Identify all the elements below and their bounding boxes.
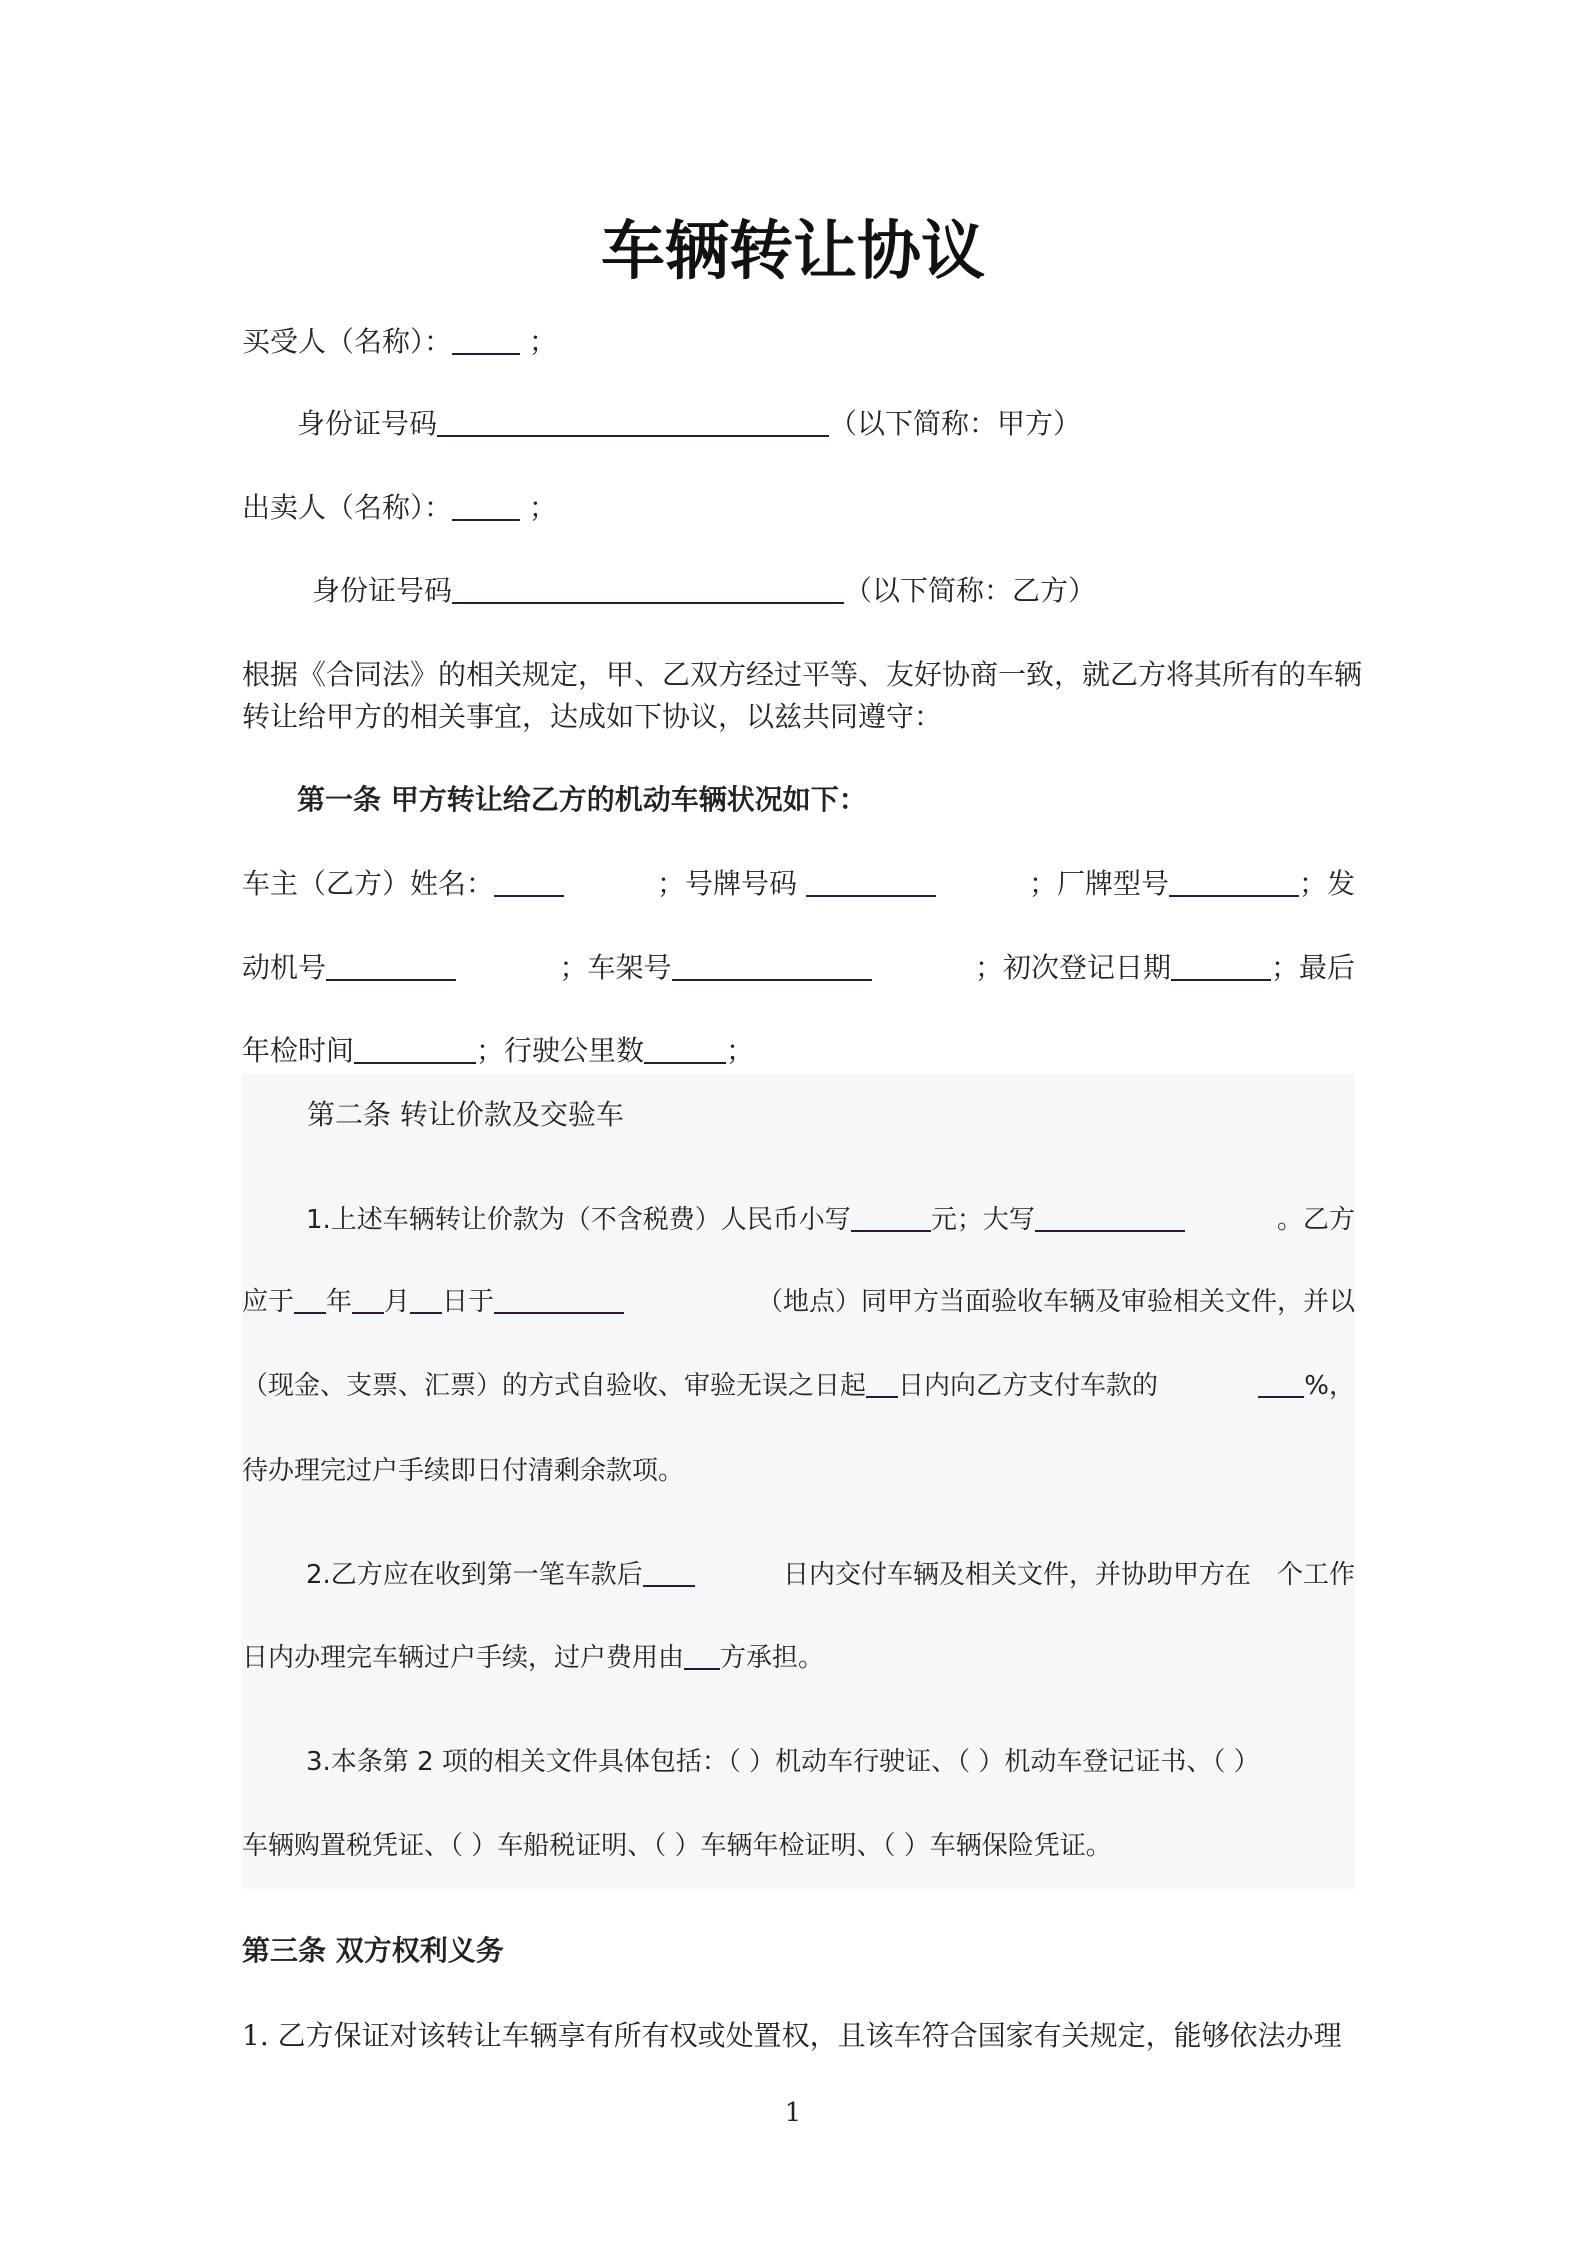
price-number-blank[interactable] [851,1200,931,1232]
preamble-line-1: 根据《合同法》的相关规定，甲、乙双方经过平等、友好协商一致，就乙方将其所有的车辆 [242,658,1363,691]
delivery-label: 2.乙方应在收到第一笔车款后 [306,1560,643,1590]
seller-id-blank[interactable] [452,572,844,604]
model-blank[interactable] [1169,865,1299,897]
seller-name-label: 出卖人（名称）： [242,491,453,524]
engine-label-end: 动机号 [242,951,327,984]
mileage-blank[interactable] [644,1032,726,1064]
month-label: 月 [384,1287,411,1317]
price-line-1 [242,1200,1355,1240]
fee-label: 日内办理完车辆过户手续，过户费用由 [242,1643,685,1673]
registration-date-blank[interactable] [1171,949,1271,981]
day-label: 日于 [442,1287,495,1317]
seller-name-line [242,488,1355,528]
owner-name-blank[interactable] [494,865,564,897]
fee-party-blank[interactable] [684,1638,720,1670]
vehicle-info-line-2 [242,948,1355,988]
buyer-id-label: 身份证号码 [297,407,438,440]
price-line-4: 待办理完过户手续即日付清剩余款项。 [242,1456,685,1486]
delivery-line-2 [242,1638,1355,1678]
registration-date-label: ；初次登记日期 [974,951,1171,984]
buyer-id-suffix: （以下简称：甲方） [829,407,1082,440]
article-2-heading: 第二条 转让价款及交验车 [307,1098,624,1131]
percent-blank[interactable] [1258,1366,1304,1398]
documents-line-2: 车辆购置税凭证、（ ）车船税证明、（ ）车辆年检证明、（ ）车辆保险凭证。 [242,1831,1112,1861]
article-3-heading: 第三条 双方权利义务 [242,1934,504,1967]
buyer-name-blank[interactable] [452,323,520,355]
percent-sign: %， [1304,1371,1355,1401]
punctuation: ； [528,491,557,524]
vehicle-info-line-3 [242,1031,1355,1071]
punctuation: ； [726,1034,755,1067]
owner-name-label: 车主（乙方）姓名： [242,867,495,900]
location-text: （地点）同甲方当面验收车辆及审验相关文件，并以 [756,1287,1355,1317]
price-words-label: 元；大写 [930,1205,1035,1235]
seller-id-label: 身份证号码 [312,574,453,607]
inspection-label-start: ；最后 [1270,951,1355,984]
price-line-3 [242,1366,1355,1406]
vin-blank[interactable] [672,949,872,981]
date-label: 应于 [242,1287,295,1317]
article-1-heading: 第一条 甲方转让给乙方的机动车辆状况如下： [297,783,867,816]
seller-name-blank[interactable] [452,489,520,521]
inspection-date-blank[interactable] [354,1032,476,1064]
location-blank[interactable] [494,1282,624,1314]
buyer-name-line [242,322,1355,362]
plate-number-blank[interactable] [806,865,936,897]
document-title: 车辆转让协议 [601,214,985,289]
days-blank[interactable] [866,1366,898,1398]
model-label: ；厂牌型号 [1028,867,1169,900]
month-blank[interactable] [352,1282,384,1314]
seller-id-suffix: （以下简称：乙方） [844,574,1097,607]
documents-line-1: 3.本条第 2 项的相关文件具体包括：（ ）机动车行驶证、（ ）机动车登记证书、（ ） [306,1747,1260,1777]
price-number-label: 1.上述车辆转让价款为（不含税费）人民币小写 [306,1205,851,1235]
preamble-line-2: 转让给甲方的相关事宜，达成如下协议，以兹共同遵守： [242,700,943,733]
delivery-days-blank[interactable] [643,1555,695,1587]
buyer-name-label: 买受人（名称）： [242,325,453,358]
day-blank[interactable] [410,1282,442,1314]
price-line-end: 。乙方 [1276,1205,1355,1235]
price-line-2 [242,1282,1355,1322]
article-3-item-1: 1. 乙方保证对该转让车辆享有所有权或处置权，且该车符合国家有关规定，能够依法办理 [242,2019,1342,2052]
punctuation: ； [528,325,557,358]
payment-method-text: （现金、支票、汇票）的方式自验收、审验无误之日起 [242,1371,867,1401]
page-number: 1 [784,2098,802,2128]
fee-text: 方承担。 [720,1643,825,1673]
payment-percent-label: 日内向乙方支付车款的 [898,1371,1159,1401]
vin-label: ；车架号 [559,951,672,984]
delivery-line-1 [242,1555,1355,1595]
inspection-label-end: 年检时间 [242,1034,355,1067]
engine-label-start: ；发 [1298,867,1355,900]
plate-number-label: ；号牌号码 [657,867,798,900]
engine-number-blank[interactable] [326,949,456,981]
delivery-text: 日内交付车辆及相关文件，并协助甲方在 个工作 [782,1560,1355,1590]
buyer-id-blank[interactable] [437,405,829,437]
year-blank[interactable] [294,1282,326,1314]
vehicle-info-line-1 [242,864,1355,904]
mileage-label: ；行驶公里数 [476,1034,645,1067]
year-label: 年 [326,1287,353,1317]
seller-id-line [312,571,1425,611]
buyer-id-line [297,404,1410,444]
price-words-blank[interactable] [1035,1200,1185,1232]
